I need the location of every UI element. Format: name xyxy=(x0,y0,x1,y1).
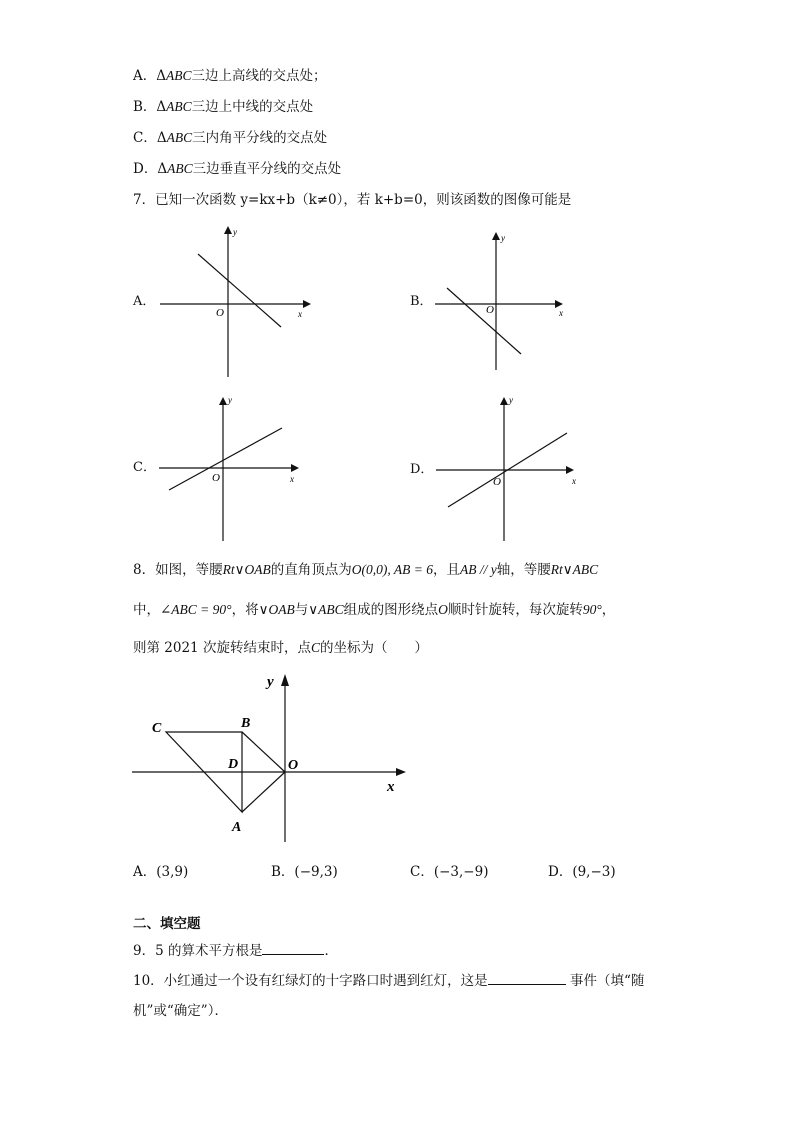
function-line xyxy=(447,288,521,354)
y-axis-label: y xyxy=(233,227,237,237)
y-axis-arrow xyxy=(492,232,500,240)
x-axis-label: x xyxy=(387,779,395,795)
q7-option-b-letter: B． xyxy=(410,294,433,309)
segment-bo xyxy=(242,732,285,772)
q7-option-d-letter: D． xyxy=(410,462,434,477)
q7-graph-b xyxy=(433,228,573,373)
q6-option-c: C．ΔABC三内角平分线的交点处 xyxy=(133,130,328,146)
q6-option-b: B．ΔABC三边上中线的交点处 xyxy=(133,99,314,115)
q8-option-d: D．(9,−3) xyxy=(548,864,616,880)
y-axis-arrow xyxy=(500,397,508,405)
q8-option-c: C．(−3,−9) xyxy=(410,864,489,880)
q7-graph-c xyxy=(157,393,317,543)
q8-line-1: 8．如图，等腰Rt∨OAB的直角顶点为O(0,0), AB = 6，且AB // y轴，等腰Rt∨ABC xyxy=(133,562,599,578)
origin-label: O xyxy=(493,476,501,488)
x-axis-arrow xyxy=(291,464,299,472)
q8-option-a: A．(3,9) xyxy=(133,864,189,880)
x-axis-arrow xyxy=(396,768,406,776)
q6-option-d: D．ΔABC三边垂直平分线的交点处 xyxy=(133,161,342,177)
x-axis-label: x xyxy=(298,309,302,319)
x-axis-label: x xyxy=(290,474,294,484)
function-line xyxy=(198,254,281,327)
q7-graph-a xyxy=(158,224,318,384)
q10-answer-blank[interactable] xyxy=(488,970,566,985)
q10-line-1: 10．小红通过一个设有红绿灯的十字路口时遇到红灯，这是 事件（填“随 xyxy=(133,970,644,991)
q7-option-c-letter: C． xyxy=(133,460,156,475)
q8-line-3: 则第 2021 次旋转结束时，点C的坐标为（ ） xyxy=(133,640,428,656)
q9: 9．5 的算术平方根是 ． xyxy=(133,940,338,961)
y-axis-label: y xyxy=(501,233,505,243)
point-c-label: C xyxy=(152,721,162,736)
origin-label: O xyxy=(212,472,220,484)
q7-graph-d xyxy=(432,393,592,543)
q8-line-2: 中，∠ABC = 90°，将∨OAB与∨ABC组成的图形绕点O顺时针旋转，每次旋转90°， xyxy=(133,602,616,618)
x-axis-arrow xyxy=(555,300,563,308)
q6-option-a: A．ΔABC三边上高线的交点处； xyxy=(133,68,327,84)
origin-label: O xyxy=(486,304,494,316)
q8-option-b: B．(−9,3) xyxy=(271,864,338,880)
point-b-label: B xyxy=(241,716,251,731)
y-axis-arrow xyxy=(281,674,289,686)
q8-figure xyxy=(130,670,420,850)
y-axis-label: y xyxy=(267,674,274,690)
point-d-label: D xyxy=(228,757,239,772)
x-axis-label: x xyxy=(559,308,563,318)
x-axis-arrow xyxy=(566,466,574,474)
y-axis-label: y xyxy=(228,395,232,405)
origin-label: O xyxy=(216,307,224,319)
q9-answer-blank[interactable] xyxy=(262,940,324,955)
point-o-label: O xyxy=(288,758,299,773)
y-axis-arrow xyxy=(224,226,232,234)
segment-ao xyxy=(242,772,285,812)
q7-stem: 7．已知一次函数 y=kx+b（k≠0），若 k+b=0，则该函数的图像可能是 xyxy=(133,192,572,208)
section-heading: 二、填空题 xyxy=(133,916,201,932)
y-axis-label: y xyxy=(509,395,513,405)
x-axis-arrow xyxy=(303,300,311,308)
function-line xyxy=(169,428,282,490)
point-a-label: A xyxy=(232,820,242,835)
y-axis-arrow xyxy=(219,397,227,405)
q7-option-a-letter: A． xyxy=(133,294,156,309)
x-axis-label: x xyxy=(572,476,576,486)
q10-line-2: 机”或“确定”）． xyxy=(133,1003,228,1019)
